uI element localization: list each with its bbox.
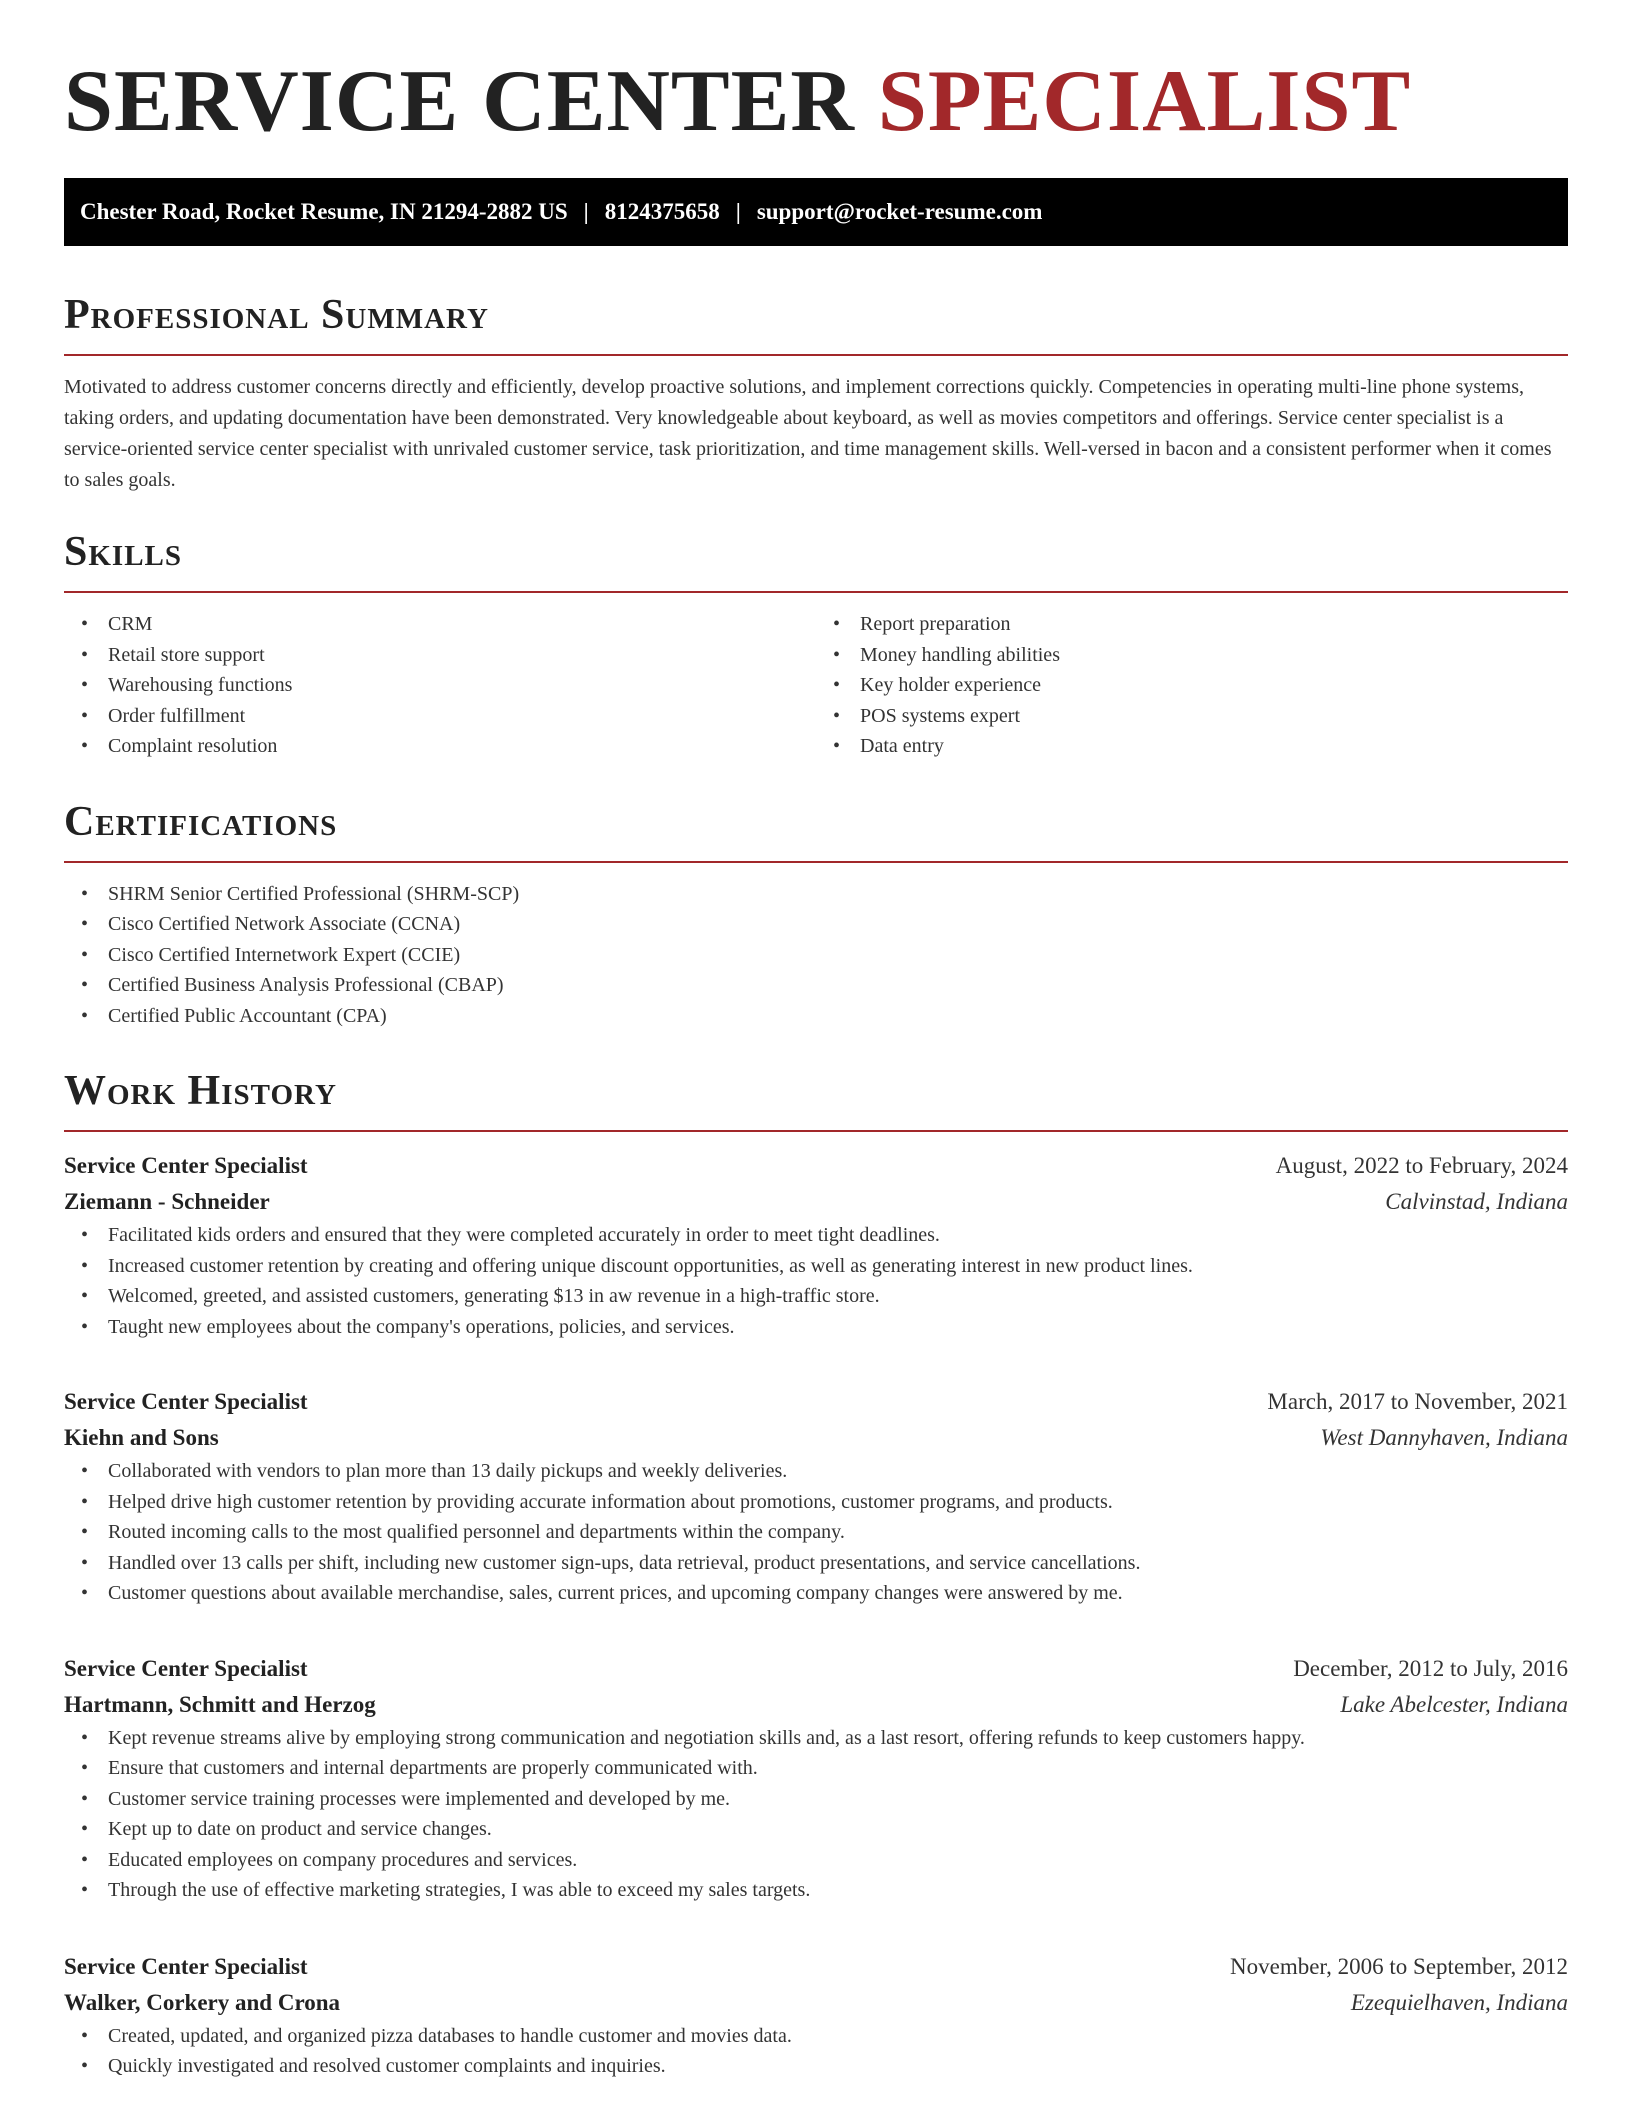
summary-section [64,288,1568,496]
jobs-list [64,1148,1568,2082]
job-title-row [64,1148,1568,1184]
certifications-section [64,795,1568,1032]
job-bullets [64,2021,1568,2082]
job-entry [64,1384,1568,1609]
job-title-row [64,1384,1568,1420]
job-location: Calvinstad, Indiana [1385,1189,1568,1214]
job-bullet: • Customer questions about available merchandise, sales, current prices, and upcoming company changes were answered by me. [64,1578,1568,1609]
skill-item: • Money handling abilities [816,640,1568,671]
job-bullet: • Customer service training processes were implemented and developed by me. [64,1784,1568,1815]
skill-item: • POS systems expert [816,701,1568,732]
job-company: Walker, Corkery and Crona [64,1989,341,2015]
job-dates: March, 2017 to November, 2021 [1267,1389,1568,1414]
job-bullet: • Handled over 13 calls per shift, including new customer sign-ups, data retrieval, product presentations, and service cancellations. [64,1548,1568,1579]
job-location: West Dannyhaven, Indiana [1320,1425,1568,1450]
certifications-list [64,879,1568,1032]
section-divider [64,1130,1568,1132]
job-title: Service Center Specialist [64,1389,308,1414]
job-bullet: • Through the use of effective marketing strategies, I was able to exceed my sales targets. [64,1875,1568,1906]
job-bullet: • Educated employees on company procedures and services. [64,1845,1568,1876]
job-title: Service Center Specialist [64,1153,308,1178]
section-title-skills: Skills [64,529,183,575]
job-bullets [64,1456,1568,1609]
job-bullet: • Kept up to date on product and service changes. [64,1814,1568,1845]
job-location: Lake Abelcester, Indiana [1340,1691,1568,1717]
certification-item: • SHRM Senior Certified Professional (SHRM-SCP) [64,879,1568,910]
skill-item: • Key holder experience [816,670,1568,701]
job-bullet: • Increased customer retention by creating and offering unique discount opportunities, as well as generating interest in new product lines. [64,1251,1568,1282]
job-dates: December, 2012 to July, 2016 [1293,1655,1568,1681]
job-bullet: • Created, updated, and organized pizza databases to handle customer and movies data. [64,2021,1568,2052]
section-divider [64,861,1568,863]
skill-item: • CRM [64,609,816,640]
summary-text: Motivated to address customer concerns directly and efficiently, develop proactive solutions, and implement corrections quickly. Competencies in operating multi-line phone systems, taking orders, and updating documentation have been demonstrated. Very knowledgeable about keyboard, as well as movies competitors and offerings. Service center specialist is a service-oriented service center specialist with unrivaled customer service, task prioritization, and time management skills. Well-versed in bacon and a consistent performer when it comes to sales goals. [64,376,1552,491]
section-title-work-history: Work History [64,1068,337,1114]
job-bullet: • Collaborated with vendors to plan more than 13 daily pickups and weekly deliveries. [64,1456,1568,1487]
job-company: Hartmann, Schmitt and Herzog [64,1691,376,1717]
section-title-summary: Professional Summary [64,292,489,338]
job-title-row [64,1949,1568,1985]
certification-item: • Certified Business Analysis Professional (CBAP) [64,970,1568,1001]
contact-phone: 8124375658 [604,199,720,224]
skill-item: • Data entry [816,731,1568,762]
resume-name [64,50,1568,154]
skills-grid [64,609,1568,762]
job-bullet: • Ensure that customers and internal departments are properly communicated with. [64,1753,1568,1784]
job-bullets [64,1220,1568,1342]
job-entry [64,1148,1568,1342]
job-location: Ezequielhaven, Indiana [1350,1989,1568,2015]
job-dates: November, 2006 to September, 2012 [1230,1953,1568,1979]
skill-item: • Warehousing functions [64,670,816,701]
job-bullet: • Kept revenue streams alive by employing strong communication and negotiation skills and, as a last resort, offering refunds to keep customers happy. [64,1723,1568,1754]
job-bullet: • Taught new employees about the company's operations, policies, and services. [64,1312,1568,1343]
certification-item: • Cisco Certified Network Associate (CCNA) [64,909,1568,940]
job-entry [64,1949,1568,2082]
job-bullet: • Helped drive high customer retention by providing accurate information about promotions, customer programs, and products. [64,1487,1568,1518]
skill-item: • Complaint resolution [64,731,816,762]
certification-item: • Certified Public Accountant (CPA) [64,1001,1568,1032]
job-bullet: • Routed incoming calls to the most qualified personnel and departments within the company. [64,1517,1568,1548]
name-accent: SPECIALIST [877,53,1412,150]
job-company-row [64,1985,1568,2021]
job-bullet: • Quickly investigated and resolved customer complaints and inquiries. [64,2051,1568,2082]
contact-separator: | [583,199,589,224]
job-company: Ziemann - Schneider [64,1189,270,1214]
section-divider [64,591,1568,593]
job-title: Service Center Specialist [64,1655,308,1681]
job-company: Kiehn and Sons [64,1425,219,1450]
skill-item: • Retail store support [64,640,816,671]
job-dates: August, 2022 to February, 2024 [1275,1153,1568,1178]
section-title-certifications: Certifications [64,798,338,845]
contact-address: Chester Road, Rocket Resume, IN 21294-2882 US [80,199,568,224]
skill-item: • Report preparation [816,609,1568,640]
skill-item: • Order fulfillment [64,701,816,732]
contact-bar [64,178,1568,246]
skills-section [64,525,1568,762]
job-company-row [64,1184,1568,1220]
job-title-row [64,1651,1568,1687]
skills-list-left [64,609,816,762]
contact-separator: | [735,199,741,224]
job-company-row [64,1687,1568,1723]
job-bullet: • Welcomed, greeted, and assisted customers, generating $13 in aw revenue in a high-traffic store. [64,1281,1568,1312]
work-history-section [64,1064,1568,2082]
job-company-row [64,1420,1568,1456]
job-title: Service Center Specialist [64,1953,308,1979]
section-divider [64,354,1568,356]
contact-email: support@rocket-resume.com [756,199,1043,224]
job-entry [64,1651,1568,1906]
certification-item: • Cisco Certified Internetwork Expert (CCIE) [64,940,1568,971]
skills-list-right [816,609,1568,762]
name-primary: SERVICE CENTER [64,53,855,150]
job-bullet: • Facilitated kids orders and ensured that they were completed accurately in order to meet tight deadlines. [64,1220,1568,1251]
job-bullets [64,1723,1568,1906]
